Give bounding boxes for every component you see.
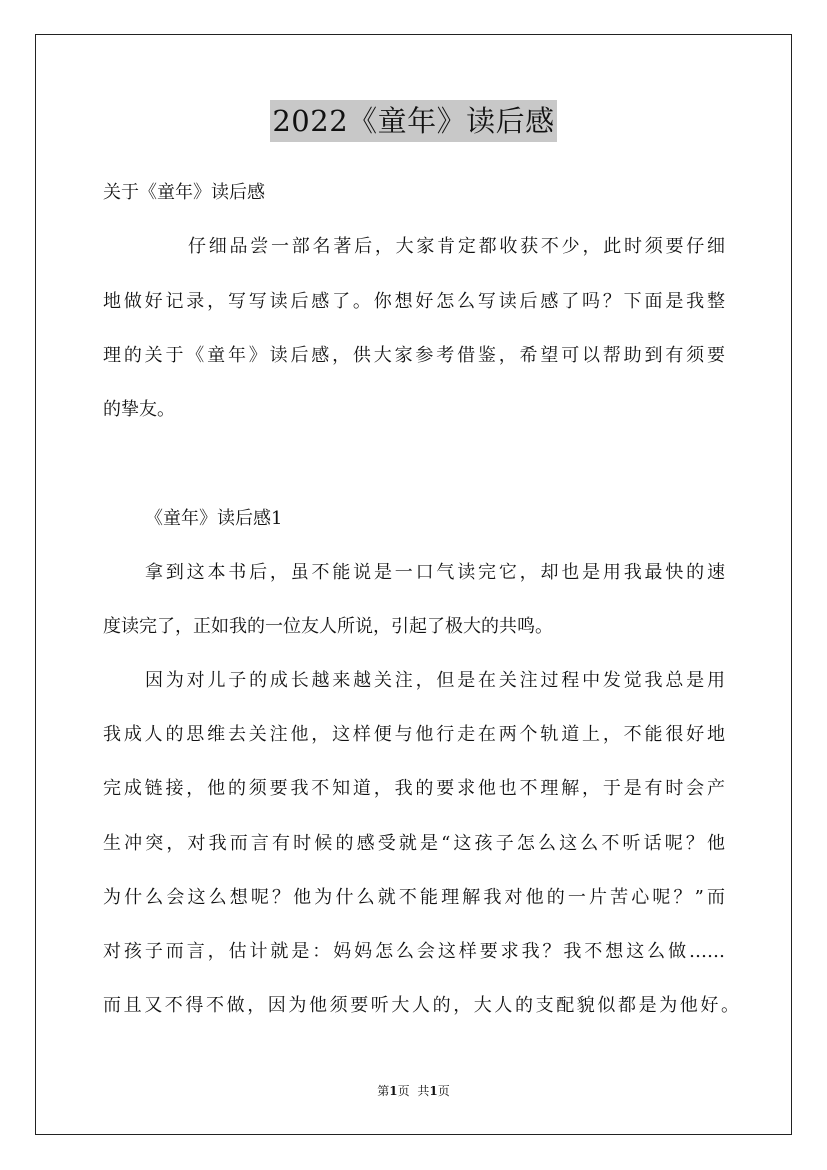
footer-total-prefix: 共 bbox=[417, 1084, 430, 1098]
title-container bbox=[0, 100, 827, 142]
footer-page-number: 1 bbox=[389, 1084, 398, 1098]
intro-line-1: 仔细品尝一部名著后，大家肯定都收获不少，此时须要仔细 bbox=[188, 236, 725, 257]
para1-line-1: 拿到这本书后，虽不能说是一口气读完它，却也是用我最快的速 bbox=[145, 562, 725, 583]
footer-total-number: 1 bbox=[429, 1084, 438, 1098]
para2-line-4: 生冲突，对我而言有时候的感受就是“这孩子怎么这么不听话呢？他 bbox=[103, 833, 725, 854]
subtitle: 关于《童年》读后感 bbox=[103, 182, 265, 203]
para2-line-1: 因为对儿子的成长越来越关注，但是在关注过程中发觉我总是用 bbox=[145, 670, 725, 691]
intro-line-3: 理的关于《童年》读后感，供大家参考借鉴，希望可以帮助到有须要 bbox=[103, 345, 725, 366]
footer-total-suffix: 页 bbox=[437, 1084, 450, 1098]
section-heading: 《童年》读后感1 bbox=[145, 508, 283, 529]
para2-line-7: 而且又不得不做，因为他须要听大人的，大人的支配貌似都是为他好。 bbox=[103, 995, 739, 1016]
document-title: 2022《童年》读后感 bbox=[270, 100, 556, 142]
para1-line-2: 度读完了，正如我的一位友人所说，引起了极大的共鸣。 bbox=[103, 616, 553, 637]
para2-line-5: 为什么会这么想呢？他为什么就不能理解我对他的一片苦心呢？”而 bbox=[103, 887, 725, 908]
page-footer bbox=[0, 1082, 827, 1099]
intro-line-4: 的挚友。 bbox=[103, 399, 175, 420]
para2-line-2: 我成人的思维去关注他，这样便与他行走在两个轨道上，不能很好地 bbox=[103, 724, 725, 745]
intro-line-2: 地做好记录，写写读后感了。你想好怎么写读后感了吗？下面是我整 bbox=[103, 291, 725, 312]
footer-page-suffix: 页 bbox=[397, 1084, 410, 1098]
para2-line-3: 完成链接，他的须要我不知道，我的要求他也不理解，于是有时会产 bbox=[103, 778, 725, 799]
footer-page-prefix: 第 bbox=[377, 1084, 390, 1098]
para2-line-6: 对孩子而言，估计就是：妈妈怎么会这样要求我？我不想这么做…… bbox=[103, 941, 725, 962]
